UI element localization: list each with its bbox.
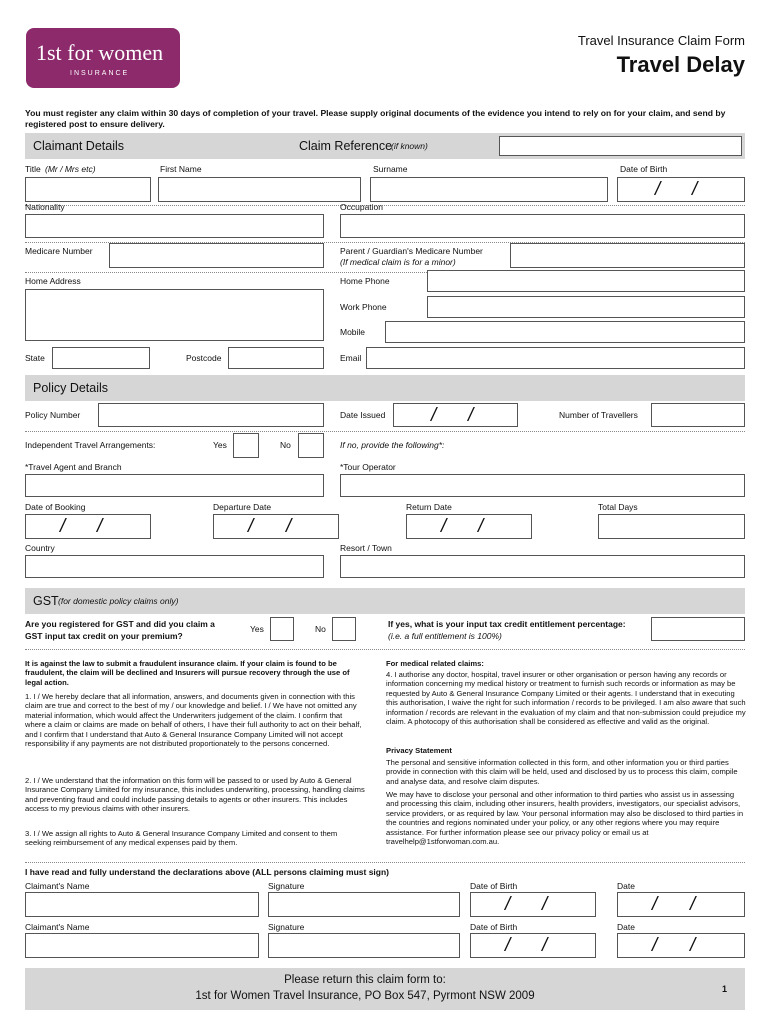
first-name-label: First Name — [160, 164, 202, 174]
home-phone-input[interactable] — [427, 270, 745, 292]
postcode-input[interactable] — [228, 347, 324, 369]
date-slash: / — [505, 935, 511, 956]
state-label: State — [25, 353, 45, 363]
gst-section-note: (for domestic policy claims only) — [58, 596, 179, 606]
claim-ref-input[interactable] — [499, 136, 742, 156]
date-slash: / — [441, 516, 447, 537]
policy-number-label: Policy Number — [25, 410, 81, 420]
privacy-paragraph-1: The personal and sensitive information collected in this form, and other information you or third parties provide in connection with this claim will be held, used and disclosed by us to process this claim, compile and analyse data, and resolve claim disputes. — [386, 758, 738, 786]
date-slash: / — [431, 405, 437, 426]
date-slash: / — [655, 179, 661, 200]
surname-label: Surname — [373, 164, 408, 174]
divider — [25, 649, 745, 650]
claimant-section-header — [25, 133, 745, 159]
date-slash: / — [690, 935, 696, 956]
claimant-name-label: Claimant's Name — [25, 881, 90, 891]
intro-text: You must register any claim within 30 days of completion of your travel. Please supply original documents of the evidence you intend to rely on for your claim, and send by registered post to ensure delivery. — [25, 108, 726, 129]
sig-date-label: Date — [617, 922, 635, 932]
departure-date-label: Departure Date — [213, 502, 272, 512]
gst-entitlement-input[interactable] — [651, 617, 745, 641]
email-label: Email — [340, 353, 362, 363]
postcode-label: Postcode — [186, 353, 222, 363]
title-input[interactable] — [25, 177, 151, 202]
signature-heading: I have read and fully understand the declarations above (ALL persons claiming must sign) — [25, 867, 390, 877]
gst-question-line2: GST input tax credit on your premium? — [25, 631, 183, 641]
travellers-input[interactable] — [651, 403, 745, 427]
title-label: Title — [25, 164, 41, 174]
brand-logo — [26, 28, 180, 88]
policy-section-title: Policy Details — [33, 381, 109, 395]
footer-bar — [25, 968, 745, 1010]
date-slash: / — [652, 894, 658, 915]
date-slash: / — [60, 516, 66, 537]
independent-yes-checkbox[interactable] — [233, 433, 259, 458]
signature-input[interactable] — [268, 933, 460, 958]
claim-ref-note: (if known) — [391, 141, 428, 151]
declaration-3: 3. I / We assign all rights to Auto & General Insurance Company Limited and consent to them seeking reimbursement of any medical expenses paid by them. — [25, 829, 338, 848]
gst-question-line1: Are you registered for GST and did you claim a — [25, 619, 215, 629]
email-input[interactable] — [366, 347, 745, 369]
independent-no-checkbox[interactable] — [298, 433, 324, 458]
tour-operator-input[interactable] — [340, 474, 745, 497]
work-phone-input[interactable] — [427, 296, 745, 318]
surname-input[interactable] — [370, 177, 608, 202]
home-phone-label: Home Phone — [340, 276, 390, 286]
first-name-input[interactable] — [158, 177, 361, 202]
date-slash: / — [478, 516, 484, 537]
home-address-input[interactable] — [25, 289, 324, 341]
mobile-label: Mobile — [340, 327, 366, 337]
independent-no-label: No — [280, 440, 291, 450]
country-input[interactable] — [25, 555, 324, 578]
country-label: Country — [25, 543, 55, 553]
policy-number-input[interactable] — [98, 403, 324, 427]
gst-no-checkbox[interactable] — [332, 617, 356, 641]
total-days-input[interactable] — [598, 514, 745, 539]
agent-input[interactable] — [25, 474, 324, 497]
dob-input[interactable] — [617, 177, 745, 202]
tour-operator-label: *Tour Operator — [340, 462, 396, 472]
travellers-label: Number of Travellers — [559, 410, 638, 420]
booking-date-input[interactable] — [25, 514, 151, 539]
independent-label: Independent Travel Arrangements: — [25, 440, 156, 450]
sig-dob-label: Date of Birth — [470, 922, 518, 932]
parent-medicare-input[interactable] — [510, 243, 745, 268]
home-address-label: Home Address — [25, 276, 81, 286]
divider — [25, 431, 745, 432]
date-slash: / — [542, 894, 548, 915]
date-issued-input[interactable] — [393, 403, 518, 427]
date-slash: / — [690, 894, 696, 915]
medicare-label: Medicare Number — [25, 246, 93, 256]
agent-label: *Travel Agent and Branch — [25, 462, 122, 472]
resort-input[interactable] — [340, 555, 745, 578]
declaration-4: 4. I authorise any doctor, hospital, travel insurer or other organisation or person having any records or information concerning my medical history or treatment to furnish such records or information as may be requested by Auto & General Insurance Company Limited or their agents. I understand that in executing this authorisation, I waive the right for such information / records to be privileged. I am also aware that such information / records are relevant in the evaluation of my claim and that non-submission could prejudice my claim. A photocopy of this authorisation shall be considered as effective and valid as the original. — [386, 670, 746, 727]
sig-dob-label: Date of Birth — [470, 881, 518, 891]
sig-dob-input[interactable] — [470, 892, 596, 917]
work-phone-label: Work Phone — [340, 302, 387, 312]
date-slash: / — [248, 516, 254, 537]
divider — [25, 862, 745, 863]
divider — [25, 205, 745, 206]
date-slash: / — [652, 935, 658, 956]
departure-date-input[interactable] — [213, 514, 339, 539]
nationality-input[interactable] — [25, 214, 324, 238]
medical-claims-title: For medical related claims: — [386, 659, 484, 668]
gst-yes-label: Yes — [250, 624, 264, 634]
form-title: Travel Delay — [616, 52, 745, 77]
claimant-name-input[interactable] — [25, 892, 259, 917]
claimant-name-input[interactable] — [25, 933, 259, 958]
independent-yes-label: Yes — [213, 440, 227, 450]
title-note: (Mr / Mrs etc) — [45, 164, 96, 174]
date-slash: / — [286, 516, 292, 537]
logo-text: 1st for women — [36, 40, 164, 65]
date-slash: / — [505, 894, 511, 915]
gst-section-title: GST — [33, 594, 59, 608]
nationality-label: Nationality — [25, 202, 65, 212]
dob-label: Date of Birth — [620, 164, 668, 174]
resort-label: Resort / Town — [340, 543, 392, 553]
gst-entitlement-line2: (i.e. a full entitlement is 100%) — [388, 631, 502, 641]
footer-line-1: Please return this claim form to: — [284, 974, 446, 986]
return-date-label: Return Date — [406, 502, 452, 512]
parent-medicare-label: Parent / Guardian's Medicare Number — [340, 246, 483, 256]
gst-no-label: No — [315, 624, 326, 634]
form-name: Travel Insurance Claim Form — [577, 33, 745, 48]
page-number: 1 — [721, 984, 727, 994]
total-days-label: Total Days — [598, 502, 638, 512]
claimant-name-label: Claimant's Name — [25, 922, 90, 932]
date-slash: / — [692, 179, 698, 200]
occupation-input[interactable] — [340, 214, 745, 238]
date-slash: / — [97, 516, 103, 537]
signature-label: Signature — [268, 881, 305, 891]
sig-date-label: Date — [617, 881, 635, 891]
if-no-note: If no, provide the following*: — [340, 440, 445, 450]
date-issued-label: Date Issued — [340, 410, 386, 420]
footer-line-2: 1st for Women Travel Insurance, PO Box 547, Pyrmont NSW 2009 — [195, 990, 535, 1002]
date-slash: / — [542, 935, 548, 956]
gst-entitlement-line1: If yes, what is your input tax credit entitlement percentage: — [388, 619, 626, 629]
medicare-input[interactable] — [109, 243, 324, 268]
fraud-warning: It is against the law to submit a fraudulent insurance claim. If your claim is found to be fraudulent, the claim will be declined and Insurers will pursue recovery through the use of legal action. — [25, 659, 350, 687]
declaration-2: 2. I / We understand that the information on this form will be passed to or used by Auto & General Insurance Company Limited for my insurance, this includes underwriting, processing, handling claims and preventing fraud and could include passing details to agents or other insurers. This includes access to my previous claims with other insurers. — [25, 776, 365, 814]
gst-section-header — [25, 588, 745, 614]
logo-subtext: INSURANCE — [70, 70, 130, 77]
signature-input[interactable] — [268, 892, 460, 917]
claim-ref-label: Claim Reference — [299, 139, 393, 153]
signature-label: Signature — [268, 922, 305, 932]
claimant-section-title: Claimant Details — [33, 139, 125, 153]
sig-dob-input[interactable] — [470, 933, 596, 958]
date-slash: / — [468, 405, 474, 426]
sig-date-input[interactable] — [617, 933, 745, 958]
booking-date-label: Date of Booking — [25, 502, 86, 512]
privacy-title: Privacy Statement — [386, 746, 452, 755]
privacy-paragraph-2: We may have to disclose your personal and other information to third parties who assist us in assessing and processing this claim, including other insurers, health providers, investigators, our specialist advisors, service providers, or as required by law. Your personal information may also be disclosed to third parties in the countries and regions nominated under your policy, or any other regions where you may require assistance. For further information please see our privacy policy or email us at travelhelp@1stforwoman.com.au. — [386, 790, 744, 847]
state-input[interactable] — [52, 347, 150, 369]
occupation-label: Occupation — [340, 202, 383, 212]
return-date-input[interactable] — [406, 514, 532, 539]
parent-medicare-note: (If medical claim is for a minor) — [340, 257, 456, 267]
gst-yes-checkbox[interactable] — [270, 617, 294, 641]
sig-date-input[interactable] — [617, 892, 745, 917]
policy-section-header — [25, 375, 745, 401]
mobile-input[interactable] — [385, 321, 745, 343]
declaration-1: 1. I / We hereby declare that all information, answers, and documents given in connection with this claim are true and correct to the best of my / our knowledge and belief. I / We have not omitted any material information, which would affect the Underwriters judgement of the claim. I confirm that where a claim or claims are made on behalf of others, I have their full authority to act on their behalf, and I confirm that I understand that Auto & General Insurance Company Limited will not accept responsibility if any payments are not distributed proportionately to the persons concerned. — [25, 692, 362, 749]
